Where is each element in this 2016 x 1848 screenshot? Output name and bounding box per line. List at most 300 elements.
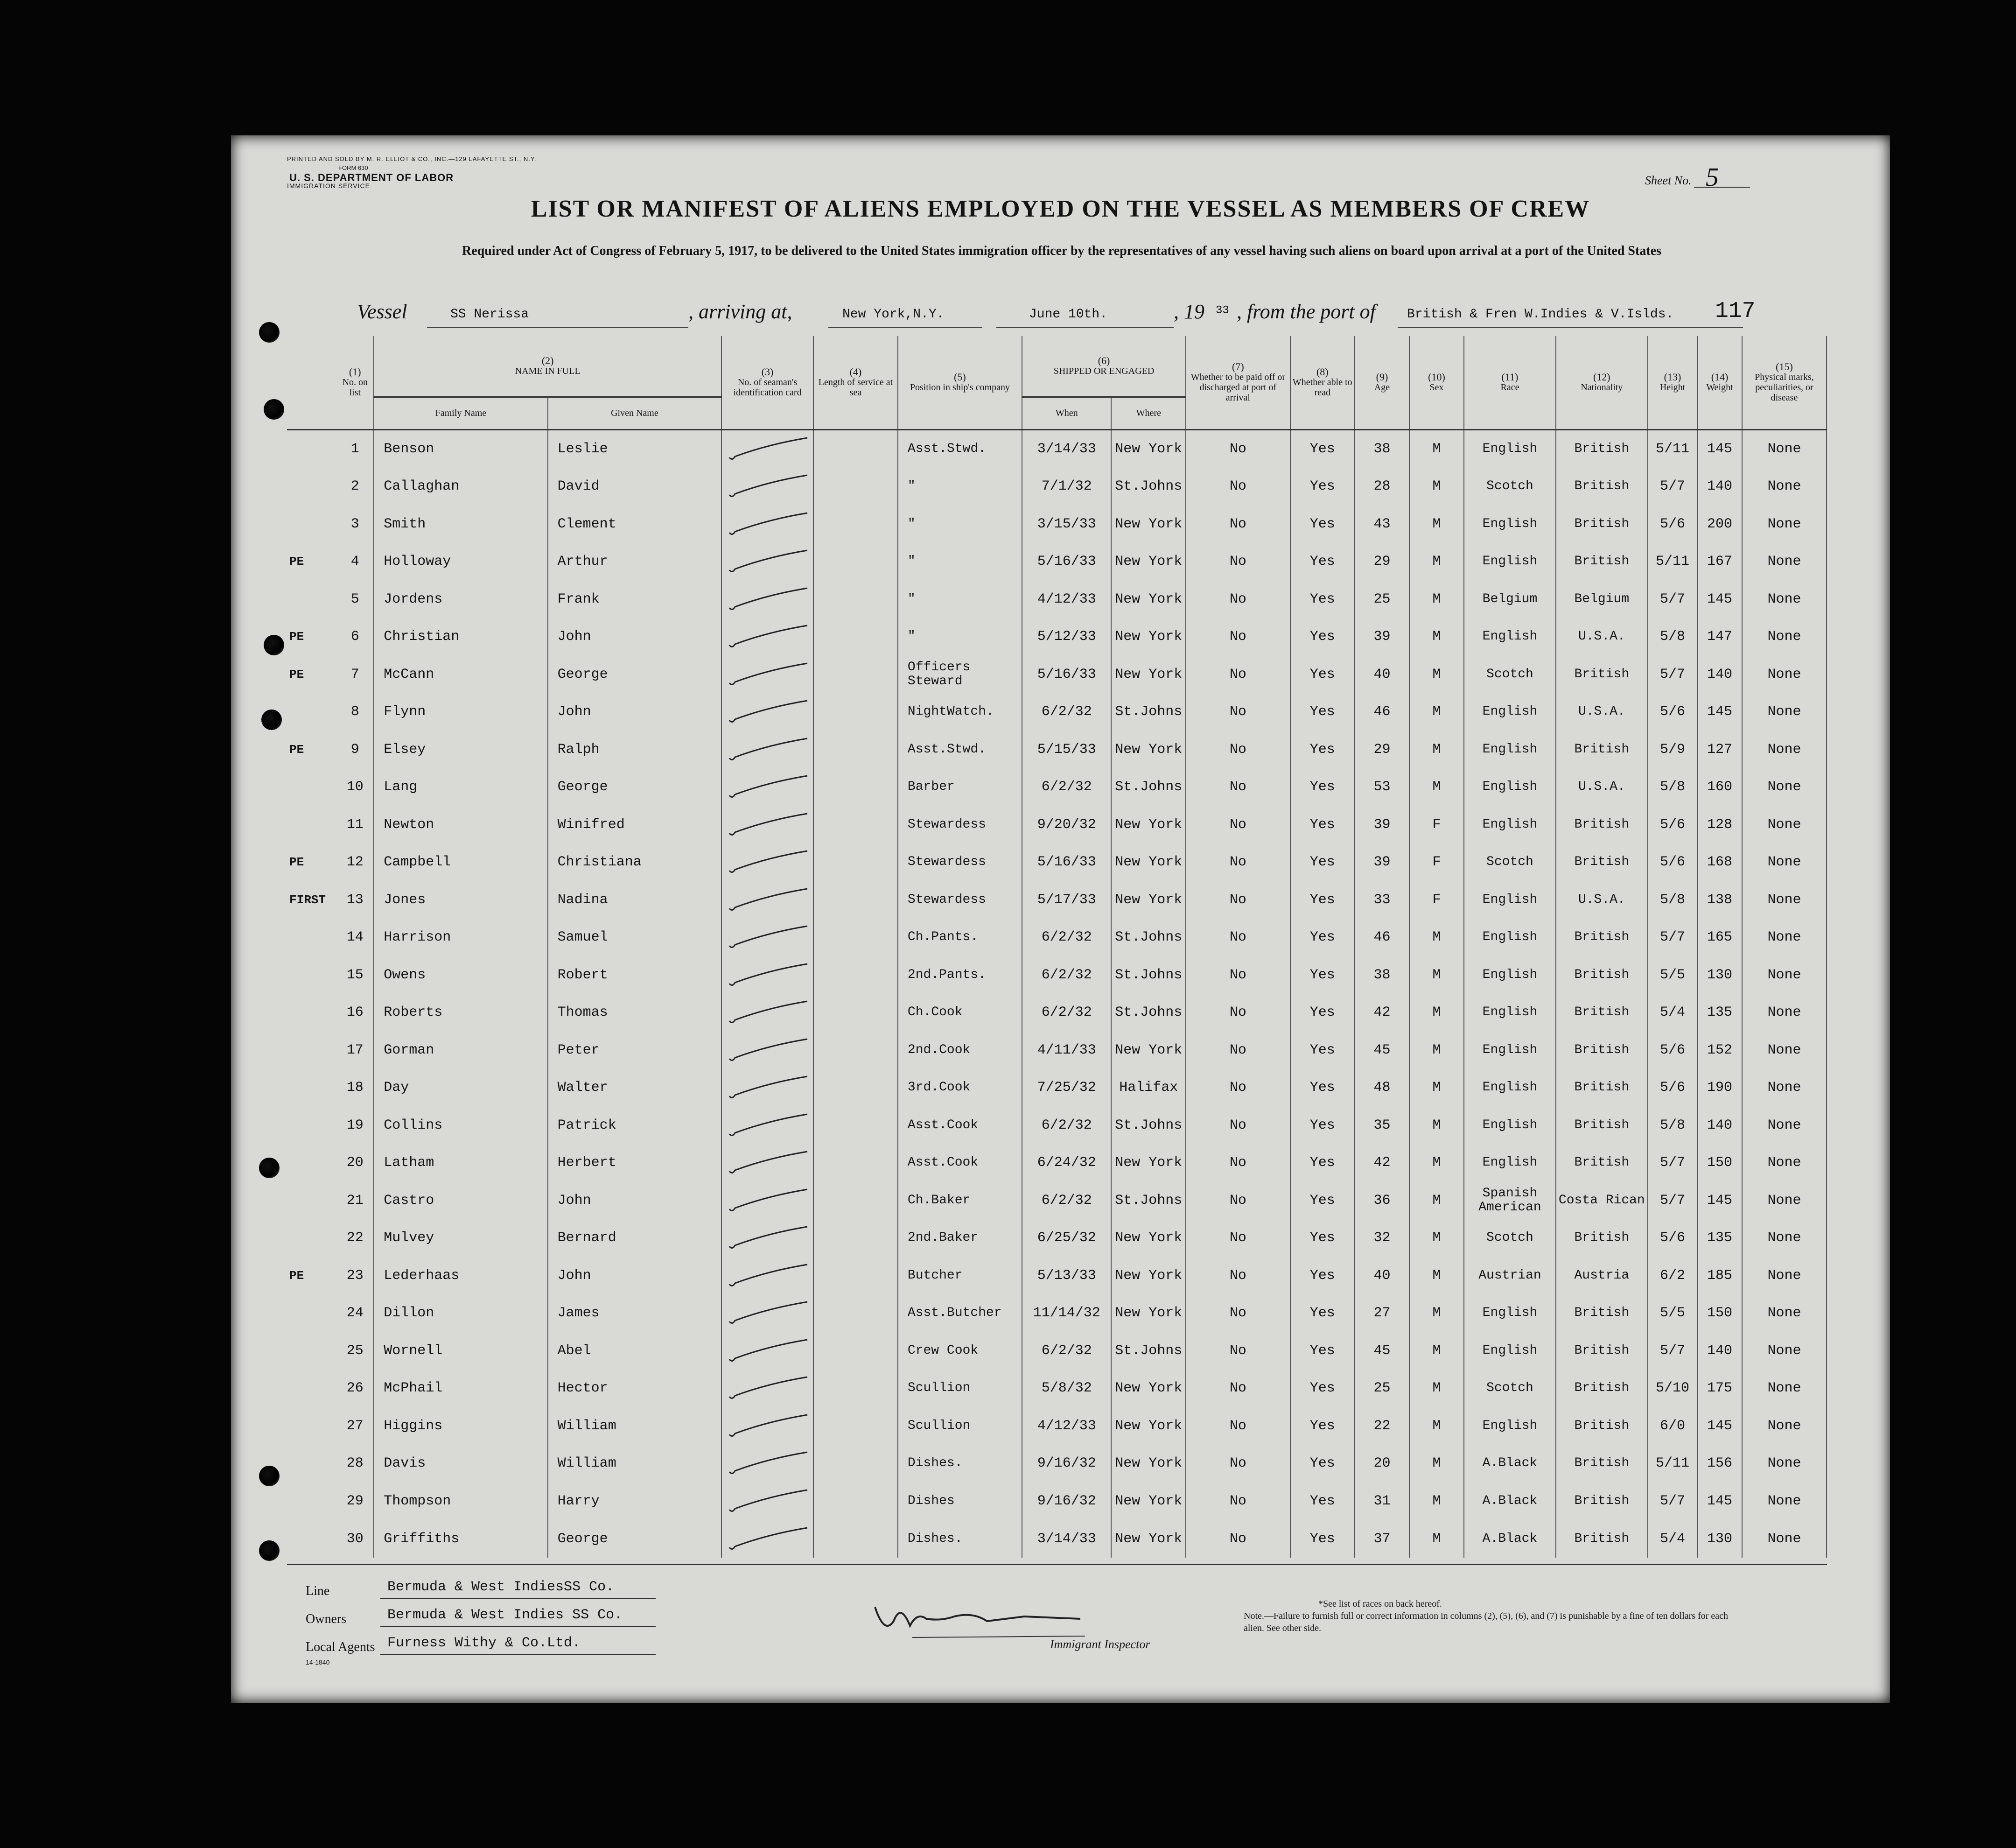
shipped-where: New York — [1111, 1032, 1186, 1069]
shipped-when: 4/12/33 — [1022, 581, 1112, 618]
able-to-read: Yes — [1290, 1445, 1355, 1483]
nationality: British — [1556, 1219, 1648, 1257]
height: 5/11 — [1648, 429, 1697, 468]
year-label: , 19 — [1174, 300, 1204, 323]
col-service-header: (4) Length of service at sea — [813, 336, 898, 429]
family-name: Elsey — [374, 731, 547, 769]
height: 5/4 — [1648, 994, 1697, 1032]
row-annotation — [287, 1144, 336, 1182]
row-annotation — [287, 429, 336, 468]
family-name: Davis — [374, 1445, 547, 1483]
able-to-read: Yes — [1290, 581, 1355, 618]
nationality: British — [1556, 1332, 1648, 1370]
port-underline — [828, 327, 982, 328]
able-to-read: Yes — [1290, 543, 1355, 581]
paid-off: No — [1186, 1294, 1290, 1332]
given-name: Herbert — [548, 1144, 721, 1182]
table-row — [287, 1069, 1827, 1107]
id-card-check-mark — [721, 1107, 813, 1145]
date-underline — [996, 327, 1174, 328]
weight: 145 — [1697, 1182, 1742, 1220]
id-card-check-mark — [721, 468, 813, 506]
row-number: 25 — [336, 1332, 374, 1370]
given-name: Winifred — [548, 806, 721, 844]
height: 5/7 — [1648, 1332, 1697, 1370]
shipped-where: St.Johns — [1111, 1107, 1186, 1145]
row-number: 5 — [336, 581, 374, 618]
height: 5/9 — [1648, 731, 1697, 769]
nationality: British — [1556, 1520, 1648, 1558]
sheet-number-label: Sheet No. — [1645, 174, 1692, 187]
given-name: James — [548, 1294, 721, 1332]
position: Asst.Stwd. — [898, 731, 1022, 769]
position: Ch.Cook — [898, 994, 1022, 1032]
shipped-when: 4/11/33 — [1022, 1032, 1112, 1069]
race: English — [1464, 1032, 1556, 1069]
shipped-where: New York — [1111, 618, 1186, 656]
position: Asst.Butcher — [898, 1294, 1022, 1332]
race: A.Black — [1464, 1483, 1556, 1520]
row-annotation — [287, 1483, 336, 1520]
sex: M — [1409, 1483, 1464, 1520]
shipped-where: New York — [1111, 1257, 1186, 1295]
table-row — [287, 1144, 1827, 1182]
binding-hole — [261, 710, 282, 730]
height: 5/6 — [1648, 693, 1697, 731]
service-cell — [813, 618, 898, 656]
id-card-check-mark — [721, 1219, 813, 1257]
family-name: Thompson — [374, 1483, 547, 1520]
position: " — [898, 618, 1022, 656]
weight: 127 — [1697, 731, 1742, 769]
service-cell — [813, 581, 898, 618]
service-cell — [813, 731, 898, 769]
row-annotation: FIRST — [289, 892, 326, 907]
row-number: 10 — [336, 768, 374, 806]
row-number: 4 — [336, 543, 374, 581]
service-cell — [813, 1483, 898, 1520]
race: English — [1464, 956, 1556, 994]
shipped-where: New York — [1111, 1219, 1186, 1257]
table-row — [287, 768, 1827, 806]
age: 40 — [1355, 656, 1409, 694]
family-name: Jordens — [374, 581, 547, 618]
position: 2nd.Baker — [898, 1219, 1022, 1257]
position: Ch.Pants. — [898, 919, 1022, 956]
given-name: Walter — [548, 1069, 721, 1107]
shipped-when: 9/16/32 — [1022, 1445, 1112, 1483]
nationality: British — [1556, 1294, 1648, 1332]
race: English — [1464, 768, 1556, 806]
weight: 140 — [1697, 656, 1742, 694]
row-annotation — [287, 1332, 336, 1370]
race: A.Black — [1464, 1445, 1556, 1483]
nationality: British — [1556, 1370, 1648, 1407]
given-name: Bernard — [548, 1219, 721, 1257]
paid-off: No — [1186, 768, 1290, 806]
able-to-read: Yes — [1290, 1032, 1355, 1069]
shipped-when: 6/2/32 — [1022, 693, 1112, 731]
shipped-where: St.Johns — [1111, 919, 1186, 956]
row-annotation — [287, 1370, 336, 1407]
binding-hole — [264, 399, 284, 420]
physical-marks: None — [1742, 956, 1827, 994]
row-annotation: PE — [289, 667, 304, 682]
height: 5/8 — [1648, 1107, 1697, 1145]
marks-column-header — [287, 336, 336, 429]
paid-off: No — [1186, 1032, 1290, 1069]
physical-marks: None — [1742, 806, 1827, 844]
position: " — [898, 506, 1022, 543]
shipped-when: 11/14/32 — [1022, 1294, 1112, 1332]
shipped-when: 6/2/32 — [1022, 1107, 1112, 1145]
id-card-check-mark — [721, 1332, 813, 1370]
race: A.Black — [1464, 1520, 1556, 1558]
manifest-footer — [287, 1564, 1827, 1686]
able-to-read: Yes — [1290, 429, 1355, 468]
family-name: McPhail — [374, 1370, 547, 1407]
row-number: 24 — [336, 1294, 374, 1332]
sex: M — [1409, 1182, 1464, 1220]
service-cell — [813, 1144, 898, 1182]
nationality: U.S.A. — [1556, 881, 1648, 919]
row-annotation — [287, 1219, 336, 1257]
row-number: 19 — [336, 1107, 374, 1145]
service-cell — [813, 956, 898, 994]
physical-marks: None — [1742, 768, 1827, 806]
id-card-check-mark — [721, 506, 813, 543]
position: " — [898, 581, 1022, 618]
table-row — [287, 1332, 1827, 1370]
table-row — [287, 581, 1827, 618]
age: 45 — [1355, 1032, 1409, 1069]
sex: M — [1409, 731, 1464, 769]
shipped-when: 5/17/33 — [1022, 881, 1112, 919]
race: English — [1464, 731, 1556, 769]
given-name: Hector — [548, 1370, 721, 1407]
age: 38 — [1355, 956, 1409, 994]
family-name: Christian — [374, 618, 547, 656]
paid-off: No — [1186, 843, 1290, 881]
shipped-where: New York — [1111, 806, 1186, 844]
race: English — [1464, 806, 1556, 844]
nationality: British — [1556, 1445, 1648, 1483]
sex: M — [1409, 1407, 1464, 1445]
physical-marks: None — [1742, 919, 1827, 956]
position: Dishes. — [898, 1520, 1022, 1558]
position: Officers Steward — [898, 656, 1022, 694]
row-number: 20 — [336, 1144, 374, 1182]
age: 43 — [1355, 506, 1409, 543]
service-cell — [813, 506, 898, 543]
race: Austrian — [1464, 1257, 1556, 1295]
age: 28 — [1355, 468, 1409, 506]
shipped-when: 5/12/33 — [1022, 618, 1112, 656]
height: 5/7 — [1648, 1483, 1697, 1520]
height: 5/5 — [1648, 1294, 1697, 1332]
shipped-where: New York — [1111, 1294, 1186, 1332]
age: 25 — [1355, 1370, 1409, 1407]
sex: M — [1409, 581, 1464, 618]
table-row — [287, 1219, 1827, 1257]
race: English — [1464, 1069, 1556, 1107]
vessel-line — [357, 300, 1874, 328]
shipped-where: New York — [1111, 543, 1186, 581]
height: 5/6 — [1648, 506, 1697, 543]
family-name: Castro — [374, 1182, 547, 1220]
row-number: 2 — [336, 468, 374, 506]
given-name: George — [548, 768, 721, 806]
id-card-check-mark — [721, 429, 813, 468]
table-row — [287, 1483, 1827, 1520]
sex: M — [1409, 1370, 1464, 1407]
id-card-check-mark — [721, 656, 813, 694]
family-name: Gorman — [374, 1032, 547, 1069]
age: 37 — [1355, 1520, 1409, 1558]
family-name: Griffiths — [374, 1520, 547, 1558]
col-weight-header: (14) Weight — [1697, 336, 1742, 429]
paid-off: No — [1186, 1257, 1290, 1295]
table-row — [287, 429, 1827, 468]
id-card-check-mark — [721, 994, 813, 1032]
table-row — [287, 1032, 1827, 1069]
position: Ch.Baker — [898, 1182, 1022, 1220]
physical-marks: None — [1742, 543, 1827, 581]
vessel-name: SS Nerissa — [450, 307, 529, 322]
age: 39 — [1355, 618, 1409, 656]
shipped-when: 7/25/32 — [1022, 1069, 1112, 1107]
age: 32 — [1355, 1219, 1409, 1257]
table-row — [287, 956, 1827, 994]
weight: 175 — [1697, 1370, 1742, 1407]
id-card-check-mark — [721, 731, 813, 769]
shipped-when: 6/24/32 — [1022, 1144, 1112, 1182]
paid-off: No — [1186, 1407, 1290, 1445]
service-name: IMMIGRATION SERVICE — [287, 182, 370, 190]
sex: M — [1409, 1445, 1464, 1483]
row-annotation: PE — [289, 855, 304, 870]
physical-marks: None — [1742, 1332, 1827, 1370]
family-name: Lang — [374, 768, 547, 806]
table-row — [287, 543, 1827, 581]
race: English — [1464, 618, 1556, 656]
sex: M — [1409, 1144, 1464, 1182]
table-row — [287, 506, 1827, 543]
age: 45 — [1355, 1332, 1409, 1370]
shipped-where: New York — [1111, 843, 1186, 881]
shipped-where: St.Johns — [1111, 956, 1186, 994]
family-name: Collins — [374, 1107, 547, 1145]
weight: 140 — [1697, 1107, 1742, 1145]
id-card-check-mark — [721, 768, 813, 806]
physical-marks: None — [1742, 994, 1827, 1032]
row-number: 21 — [336, 1182, 374, 1220]
family-name: Higgins — [374, 1407, 547, 1445]
sex: M — [1409, 1219, 1464, 1257]
shipped-when: 6/2/32 — [1022, 956, 1112, 994]
height: 5/6 — [1648, 1032, 1697, 1069]
physical-marks: None — [1742, 881, 1827, 919]
shipped-when: 6/2/32 — [1022, 994, 1112, 1032]
col-paid-off-header: (7) Whether to be paid off or discharged at port of arrival — [1186, 336, 1290, 429]
service-cell — [813, 768, 898, 806]
height: 5/10 — [1648, 1370, 1697, 1407]
family-name: Lederhaas — [374, 1257, 547, 1295]
family-name: Mulvey — [374, 1219, 547, 1257]
id-card-check-mark — [721, 806, 813, 844]
family-name: Owens — [374, 956, 547, 994]
paid-off: No — [1186, 1144, 1290, 1182]
crew-rows — [287, 429, 1827, 1558]
races-note: *See list of races on back hereof. — [1318, 1599, 1442, 1609]
table-row — [287, 693, 1827, 731]
weight: 156 — [1697, 1445, 1742, 1483]
shipped-when: 5/16/33 — [1022, 656, 1112, 694]
id-card-check-mark — [721, 581, 813, 618]
row-annotation — [287, 1407, 336, 1445]
able-to-read: Yes — [1290, 1483, 1355, 1520]
physical-marks: None — [1742, 731, 1827, 769]
given-name: William — [548, 1407, 721, 1445]
given-name: Leslie — [548, 429, 721, 468]
weight: 200 — [1697, 506, 1742, 543]
shipped-where: New York — [1111, 1144, 1186, 1182]
shipped-where: St.Johns — [1111, 1182, 1186, 1220]
service-cell — [813, 468, 898, 506]
shipped-when: 7/1/32 — [1022, 468, 1112, 506]
age: 36 — [1355, 1182, 1409, 1220]
shipped-where: St.Johns — [1111, 768, 1186, 806]
position: " — [898, 468, 1022, 506]
id-card-check-mark — [721, 1407, 813, 1445]
physical-marks: None — [1742, 1144, 1827, 1182]
race: English — [1464, 881, 1556, 919]
page-title: LIST OR MANIFEST OF ALIENS EMPLOYED ON THE VESSEL AS MEMBERS OF CREW — [531, 196, 1590, 222]
height: 6/0 — [1648, 1407, 1697, 1445]
weight: 168 — [1697, 843, 1742, 881]
race: Scotch — [1464, 656, 1556, 694]
paid-off: No — [1186, 881, 1290, 919]
nationality: U.S.A. — [1556, 768, 1648, 806]
paid-off: No — [1186, 656, 1290, 694]
sex: M — [1409, 1069, 1464, 1107]
sex: M — [1409, 1520, 1464, 1558]
height: 5/7 — [1648, 1144, 1697, 1182]
position: 2nd.Cook — [898, 1032, 1022, 1069]
age: 42 — [1355, 994, 1409, 1032]
row-number: 1 — [336, 429, 374, 468]
given-name: Samuel — [548, 919, 721, 956]
row-number: 13 — [336, 881, 374, 919]
col-name-header: (2) NAME IN FULL — [374, 336, 721, 397]
service-cell — [813, 843, 898, 881]
race: English — [1464, 1107, 1556, 1145]
shipped-where: New York — [1111, 1370, 1186, 1407]
service-cell — [813, 1219, 898, 1257]
nationality: British — [1556, 543, 1648, 581]
sex: M — [1409, 656, 1464, 694]
line-label: Line — [306, 1584, 330, 1598]
physical-marks: None — [1742, 1445, 1827, 1483]
nationality: Costa Rican — [1556, 1182, 1648, 1220]
able-to-read: Yes — [1290, 1332, 1355, 1370]
service-cell — [813, 1407, 898, 1445]
age: 53 — [1355, 768, 1409, 806]
inspector-signature — [866, 1593, 1099, 1644]
paid-off: No — [1186, 956, 1290, 994]
from-underline — [1398, 327, 1743, 328]
race: English — [1464, 543, 1556, 581]
form-number: FORM 630 — [338, 164, 368, 171]
able-to-read: Yes — [1290, 693, 1355, 731]
physical-marks: None — [1742, 1520, 1827, 1558]
physical-marks: None — [1742, 1107, 1827, 1145]
shipped-where: New York — [1111, 656, 1186, 694]
row-number: 9 — [336, 731, 374, 769]
weight: 130 — [1697, 1520, 1742, 1558]
sex: M — [1409, 1107, 1464, 1145]
weight: 150 — [1697, 1294, 1742, 1332]
paid-off: No — [1186, 1069, 1290, 1107]
race: English — [1464, 1294, 1556, 1332]
sex: M — [1409, 1332, 1464, 1370]
sex: F — [1409, 843, 1464, 881]
col-physical-marks-header: (15) Physical marks, peculiarities, or disease — [1742, 336, 1827, 429]
given-name: Christiana — [548, 843, 721, 881]
paid-off: No — [1186, 506, 1290, 543]
col-no-header: (1) No. on list — [336, 336, 374, 429]
row-number: 23 — [336, 1257, 374, 1295]
table-row — [287, 1257, 1827, 1295]
form-code: 14-1840 — [306, 1658, 330, 1666]
paid-off: No — [1186, 468, 1290, 506]
row-annotation — [287, 1445, 336, 1483]
height: 5/7 — [1648, 468, 1697, 506]
height: 6/2 — [1648, 1257, 1697, 1295]
height: 5/11 — [1648, 543, 1697, 581]
binding-hole — [259, 1466, 280, 1486]
id-card-check-mark — [721, 1483, 813, 1520]
shipped-when: 3/14/33 — [1022, 429, 1112, 468]
weight: 130 — [1697, 956, 1742, 994]
physical-marks: None — [1742, 1370, 1827, 1407]
id-card-check-mark — [721, 919, 813, 956]
row-annotation — [287, 994, 336, 1032]
service-cell — [813, 543, 898, 581]
race: Scotch — [1464, 1370, 1556, 1407]
service-cell — [813, 1294, 898, 1332]
col-id-card-header: (3) No. of seaman's identification card — [721, 336, 813, 429]
physical-marks: None — [1742, 429, 1827, 468]
position: Scullion — [898, 1370, 1022, 1407]
sheet-number-underline — [1694, 187, 1750, 188]
physical-marks: None — [1742, 618, 1827, 656]
row-number: 26 — [336, 1370, 374, 1407]
nationality: British — [1556, 656, 1648, 694]
family-name: Harrison — [374, 919, 547, 956]
family-name: Holloway — [374, 543, 547, 581]
able-to-read: Yes — [1290, 731, 1355, 769]
service-cell — [813, 1445, 898, 1483]
weight: 147 — [1697, 618, 1742, 656]
age: 29 — [1355, 543, 1409, 581]
weight: 185 — [1697, 1257, 1742, 1295]
physical-marks: None — [1742, 693, 1827, 731]
manifest-sheet — [231, 135, 1890, 1703]
col-race-header: (11) Race — [1464, 336, 1556, 429]
physical-marks: None — [1742, 1407, 1827, 1445]
shipped-when: 5/15/33 — [1022, 731, 1112, 769]
